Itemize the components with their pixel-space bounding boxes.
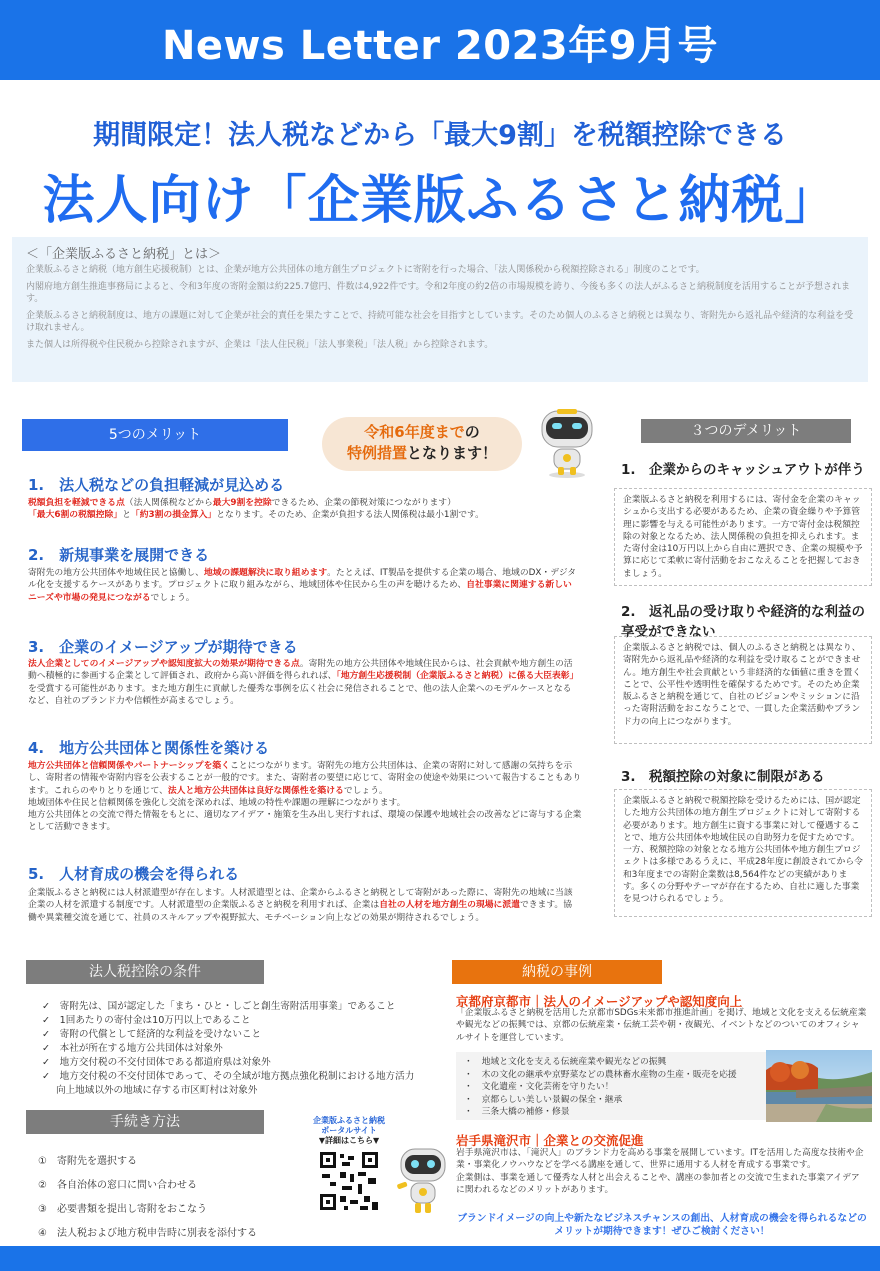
demerit-1-title: 1. 企業からのキャッシュアウトが伴う bbox=[621, 462, 865, 478]
intro-title: ＜「企業版ふるさと納税」とは＞ bbox=[26, 247, 222, 262]
condition-item: ✓ 寄附の代償として経済的な利益を受けないこと bbox=[42, 1029, 262, 1040]
merit-5-title: 5. 人材育成の機会を得られる bbox=[28, 865, 240, 883]
procedure-step: ③ 必要書類を提出し寄附をおこなう bbox=[38, 1204, 207, 1215]
condition-item: ✓ 寄附先は、国が認定した「まち・ひと・しごと創生寄附活用事業」であること bbox=[42, 1001, 396, 1012]
headline-main: 法人向け「企業版ふるさと納税」 bbox=[42, 171, 838, 231]
case-list-item: ・ 木の文化の継承や京野菜などの農林畜水産物の生産・販売を応援 bbox=[464, 1069, 737, 1080]
newsletter-title: News Letter 2023年9月号 bbox=[161, 23, 719, 69]
procedure-step: ① 寄附先を選択する bbox=[38, 1156, 137, 1167]
merits-heading: 5つのメリット bbox=[22, 419, 288, 451]
merit-3-body: 法人企業としてのイメージアップや認知度拡大の効果が期待できる点。寄附先の地方公共団体や地域住民からは、社会貢献や地方創生の活動へ積極的に参画する企業として評価され、政府から高い評価を得られれば、「地方創生応援税制（企業版ふるさと納税）に係る大臣表彰」を受賞する可能性があります。また地方創生に貢献した優秀な事例を広く社会に発信されることで、他の法人企業へのモデルケースとなるなど、自社のブランド力や信頼性が高まるでしょう。 bbox=[28, 659, 579, 706]
demerit-1-body: 企業版ふるさと納税を利用するには、寄付金を企業のキャッシュから支出する必要があるため、企業の資金繰りや予算管理に影響を与える可能性があります。一方で寄付金は税額控除の対象となるため、法人関係税の負担を抑えられます。また寄付金は10万円以上から自由に選択でき、企業の規模や予算に応じて柔軟に寄付活動をおこなえることを把握しておきましょう。 bbox=[614, 488, 872, 586]
intro-box bbox=[12, 237, 868, 382]
intro-paragraph: 内閣府地方創生推進事務局によると、令和3年度の寄附金額は約225.7億円、件数は4,922件です。令和2年度の約2倍の市場規模を誇り、今後も多くの法人がふるさと納税制度を活用することが予想されます。 bbox=[26, 282, 850, 304]
footer-bar bbox=[0, 1246, 880, 1271]
closing-message: ブランドイメージの向上や新たなビジネスチャンスの創出、人材育成の機会を得られるなどのメリットが期待できます！ぜひご検討ください！ bbox=[457, 1213, 867, 1237]
merit-5-body: 企業版ふるさと納税には人材派遣型が存在します。人材派遣型とは、企業からふるさと納税として寄附があった際に、寄附先の地域に当該企業の人材を派遣する制度です。人材派遣型の企業版ふるさと納税を利用すれば、企業は自社の人材を地方創生の現場に派遣できます。協働や異業種交流を通じて、社員のスキルアップや視野拡大、モチベーション向上などの効果が期待されるでしょう。 bbox=[28, 888, 573, 923]
merit-4-body: 地方公共団体と信頼関係やパートナーシップを築くことにつながります。寄附先の地方公共団体は、企業の寄附に対して感謝の気持ちを示し、寄附者の情報や寄附内容を公表することが一般的です。また、寄附者の要望に応じて、寄附金の使途や効果について報告することもあります。これらのやりとりを通じて、法人と地方公共団体は良好な関係性を築けるでしょう。 地域団体や住民と信頼関係を強化し交流を深めれば、地域の特性や課題の理解につながります。 地方公共団体との交流で得た情報をもとに、適切なアイデア・施策を生み出し実行すれば、環境の保護や地域社会の改善などに寄与する企業として活動できます。 bbox=[28, 761, 582, 833]
case-list-item: ・ 地域と文化を支える伝統産業や観光などの振興 bbox=[464, 1057, 667, 1067]
case-2-body: 岩手県滝沢市は、「滝沢人」のブランド力を高める事業を展開しています。ITを活用した高度な技術や企業・事業化ノウハウなどを学べる講座を通して、世界に通用する人材を育成する事業です。 企業側は、事業を通して優秀な人材と出会えることや、講座の参加者との交流で生まれた事業アイデアに関われるなどのメリットがあります。 bbox=[456, 1148, 864, 1195]
portal-caption: 企業版ふるさと納税 ポータルサイト ▼詳細はこちら▼ bbox=[313, 1116, 385, 1145]
conditions-list bbox=[30, 1000, 418, 1098]
merit-4-title: 4. 地方公共団体と関係性を築ける bbox=[28, 739, 270, 757]
cases-heading: 納税の事例 bbox=[452, 960, 662, 984]
robot-mascot-icon bbox=[536, 405, 598, 479]
condition-item: ✓ 地方交付税の不交付団体であって、その全域が地方拠点強化税制における地方活力向上地域以外の地域に存する市区町村は対象外 bbox=[42, 1071, 415, 1096]
special-measure-text: 令和6年度までの 特例措置となります！ bbox=[346, 423, 498, 462]
intro-paragraph: 企業版ふるさと納税（地方創生応援税制）とは、企業が地方公共団体の地方創生プロジェクトに寄附を行った場合、「法人関係税から税額控除される」制度のことです。 bbox=[26, 265, 705, 275]
procedure-list bbox=[38, 1152, 308, 1248]
demerits-heading: ３つのデメリット bbox=[641, 419, 851, 443]
conditions-heading: 法人税控除の条件 bbox=[26, 960, 264, 984]
case-1-title: 京都府京都市｜法人のイメージアップや認知度向上 bbox=[456, 994, 743, 1009]
merit-3-title: 3. 企業のイメージアップが期待できる bbox=[28, 638, 298, 656]
procedure-heading: 手続き方法 bbox=[26, 1110, 264, 1134]
kyoto-scenery-image bbox=[766, 1050, 872, 1122]
demerit-3-body: 企業版ふるさと納税で税額控除を受けるためには、国が認定した地方公共団体の地方創生プロジェクトに対して寄附する必要があります。地方創生に資する事業に対して優遇することで、地方公共団体や地域住民の自助努力を促すためです。一方、税額控除の対象となる地方公共団体や地方創生プロジェクトは多様であるうえに、平成28年度に創設されてから令和3年度までの寄附企業数は8,564件などの実績があります。多くの分野やテーマが存在するため、自社に適した事業を見つけられるでしょう。 bbox=[614, 789, 872, 917]
procedure-step: ② 各自治体の窓口に問い合わせる bbox=[38, 1180, 197, 1191]
demerit-3-title: 3. 税額控除の対象に制限がある bbox=[621, 769, 825, 785]
merit-2-title: 2. 新規事業を展開できる bbox=[28, 546, 210, 564]
case-list-item: ・ 三条大橋の補修・修景 bbox=[464, 1107, 570, 1117]
merit-1-body: 税額負担を軽減できる点（法人関係税などから最大9割を控除できるため、企業の節税対策につながります） 「最大6割の税額控除」と「約3割の損金算入」となります。そのため、企業が負担する法人関係税は最小1割です。 bbox=[28, 498, 484, 521]
robot-mascot-icon bbox=[395, 1145, 451, 1219]
case-2-title: 岩手県滝沢市｜企業との交流促進 bbox=[456, 1133, 644, 1148]
headline-sub: 期間限定！法人税などから「最大9割」を税額控除できる bbox=[93, 120, 787, 151]
case-1-body: 「企業版ふるさと納税を活用した京都市SDGs未来都市推進計画」を掲げ、地域と文化を支える伝統産業や観光などの振興では、京都の伝統産業・伝統工芸や朝・夜観光、イベントなどのついてのオフィシャルサイトを運営しています。 bbox=[456, 1008, 867, 1043]
merit-1-title: 1. 法人税などの負担軽減が見込める bbox=[28, 476, 285, 494]
condition-item: ✓ 本社が所在する地方公共団体は対象外 bbox=[42, 1043, 223, 1054]
procedure-step: ④ 法人税および地方税申告時に別表を添付する bbox=[38, 1228, 257, 1239]
demerit-2-body: 企業版ふるさと納税では、個人のふるさと納税とは異なり、寄附先から返礼品や経済的な利益を受け取ることができません。地方創生や社会貢献という非経済的な価値に重きを置くことで、公平性や透明性を確保するためです。そのため企業版ふるさと納税を通じて、自社のビジョンやミッションに沿った寄附活動をおこなうことで、一貫した企業活動やブランド力の向上につながります。 bbox=[614, 636, 872, 744]
merit-2-body: 寄附先の地方公共団体や地域住民と協働し、地域の課題解決に取り組めます。たとえば、IT製品を提供する企業の場合、地域のDX・デジタル化を支援するケースがあります。プロジェクトに取り組みながら、地域団体や住民から生の声を聴けるため、自社事業に関連する新しいニーズや市場の発見につながるでしょう。 bbox=[28, 568, 577, 603]
condition-item: ✓ 1回あたりの寄付金は10万円以上であること bbox=[42, 1015, 251, 1026]
intro-paragraph: 企業版ふるさと納税制度は、地方の課題に対して企業が社会的責任を果たすことで、持続可能な社会を目指すとしています。そのため個人のふるさと納税とは異なり、寄附先から返礼品や経済的な利益を受け取れません。 bbox=[26, 311, 854, 333]
qr-code-icon[interactable] bbox=[318, 1150, 380, 1212]
intro-paragraph: また個人は所得税や住民税から控除されますが、企業は「法人住民税」「法人事業税」「法人税」から控除されます。 bbox=[26, 340, 494, 350]
condition-item: ✓ 地方交付税の不交付団体である都道府県は対象外 bbox=[42, 1057, 271, 1068]
case-list-item: ・ 文化遺産・文化芸術を守りたい！ bbox=[464, 1082, 614, 1092]
case-1-list bbox=[456, 1052, 766, 1120]
demerit-2-title: 2. 返礼品の受け取りや経済的な利益の享受ができない bbox=[621, 604, 866, 640]
case-list-item: ・ 京都らしい美しい景観の保全・継承 bbox=[464, 1094, 623, 1105]
